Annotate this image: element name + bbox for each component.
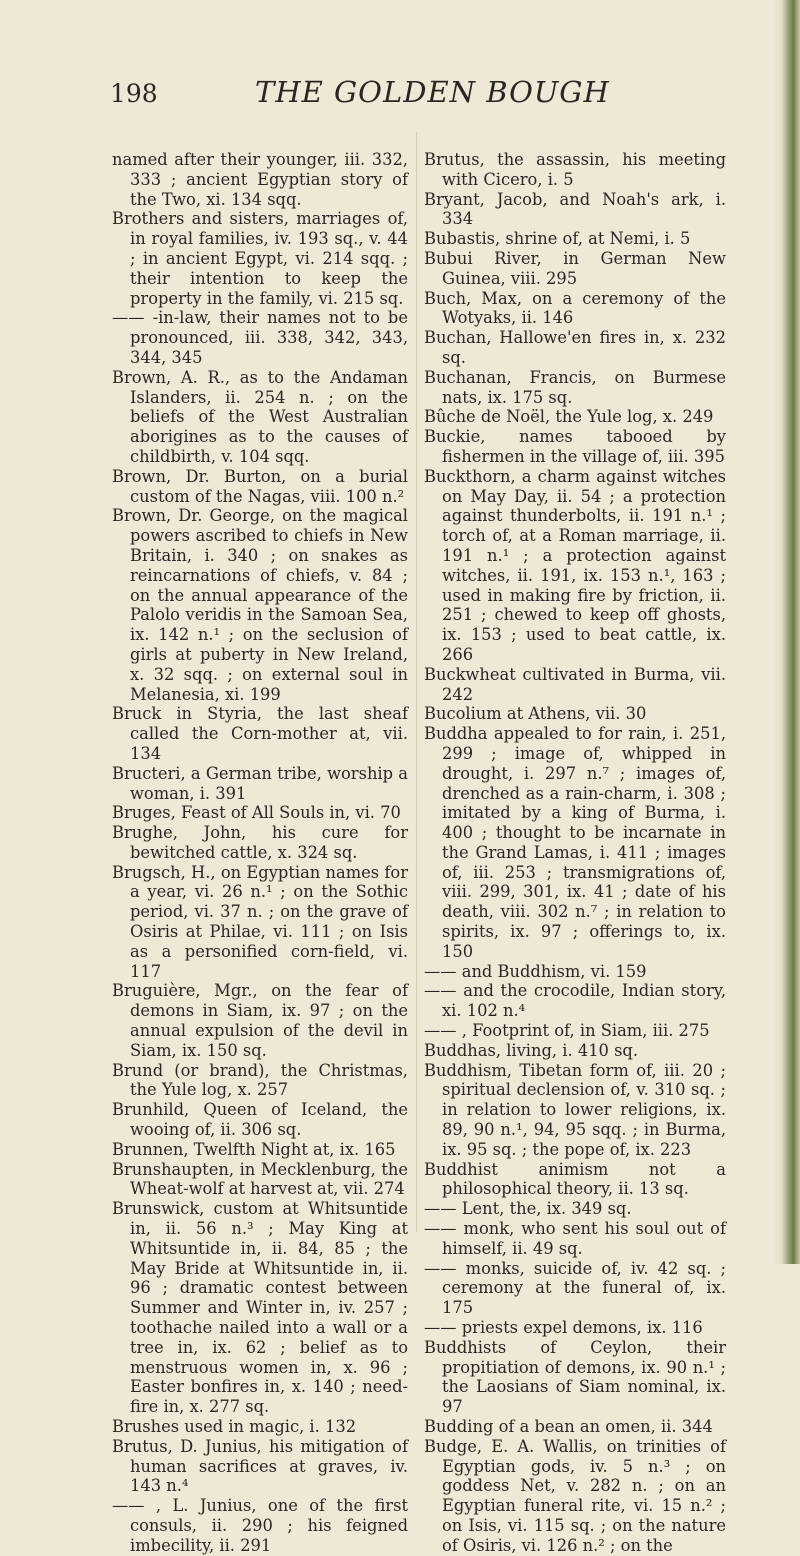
index-entry: Brugsch, H., on Egyptian names for a year, vi. 26 n.¹ ; on the Sothic period, vi. 37 n. ; on the grave of Osiris at Philae, vi. 111 ; on Isis as a personified corn-field, vi. 117: [112, 862, 408, 981]
index-entry: Brunshaupten, in Mecklenburg, the Wheat-wolf at harvest at, vii. 274: [112, 1159, 408, 1199]
index-entry: —— priests expel demons, ix. 116: [424, 1318, 703, 1338]
index-entry: —— , Footprint of, in Siam, iii. 275: [424, 1021, 710, 1041]
index-entry: Brughe, John, his cure for bewitched cattle, x. 324 sq.: [112, 823, 408, 862]
index-entry: —— , L. Junius, one of the first consuls, ii. 290 ; his feigned imbecility, ii. 291: [112, 1496, 408, 1555]
index-column-right: [424, 150, 726, 1556]
index-entry: Bructeri, a German tribe, worship a woman, i. 391: [112, 763, 408, 803]
index-column-left: [112, 150, 408, 1556]
index-entry: Bruck in Styria, the last sheaf called the Corn-mother at, vii. 134: [112, 704, 408, 763]
index-entry: Bruguière, Mgr., on the fear of demons in Siam, ix. 97 ; on the annual expulsion of the devil in Siam, ix. 150 sq.: [112, 981, 408, 1060]
index-entry: Buddhism, Tibetan form of, iii. 20 ; spiritual declension of, v. 310 sq. ; in relation to lower religions, ix. 89, 90 n.¹, 94, 95 sqq. ; in Burma, ix. 95 sq. ; the pope of, ix. 223: [424, 1060, 726, 1159]
index-entry: Bucolium at Athens, vii. 30: [424, 704, 647, 724]
index-entry: Budge, E. A. Wallis, on trinities of Egyptian gods, iv. 5 n.³ ; on goddess Net, v. 282 n. ; on an Egyptian funeral rite, vi. 15 n.² ; on Isis, vi. 115 sq. ; on the nature of Osiris, vi. 126 n.² ; on the: [424, 1436, 726, 1555]
index-entry: Brunnen, Twelfth Night at, ix. 165: [112, 1139, 396, 1159]
index-entry: Buddhas, living, i. 410 sq.: [424, 1040, 639, 1060]
index-entry: Brothers and sisters, marriages of, in royal families, iv. 193 sq., v. 44 ; in ancient Egypt, vi. 214 sqq. ; their intention to keep the property in the family, vi. 215 sq.: [112, 209, 408, 308]
page-edge: [774, 0, 800, 1264]
index-entry: Buchanan, Francis, on Burmese nats, ix. 175 sq.: [424, 367, 726, 407]
column-divider: [416, 132, 417, 1232]
index-entry: Bruges, Feast of All Souls in, vi. 70: [112, 803, 401, 823]
index-entry: —— monk, who sent his soul out of himself, ii. 49 sq.: [424, 1219, 726, 1258]
index-entry: named after their younger, iii. 332, 333 ; ancient Egyptian story of the Two, xi. 134 sqq.: [112, 150, 408, 209]
index-entry: —— and Buddhism, vi. 159: [424, 961, 647, 981]
index-entry: Brunswick, custom at Whitsuntide in, ii. 56 n.³ ; May King at Whitsuntide in, ii. 84, 85 ; the May Bride at Whitsuntide in, ii. 96 ; dramatic contest between Summer and Winter in, iv. 257 ; toothache nailed into a wall or a tree in, ix. 62 ; belief as to menstruous women in, x. 96 ; Easter bonfires in, x. 140 ; need-fire in, x. 277 sq.: [112, 1199, 408, 1417]
index-entry: Brown, Dr. George, on the magical powers ascribed to chiefs in New Britain, i. 340 ; on snakes as reincarnations of chiefs, v. 84 ; on the annual appearance of the Palolo veridis in the Samoan Sea, ix. 142 n.¹ ; on the seclusion of girls at puberty in New Ireland, x. 32 sqq. ; on external soul in Melanesia, xi. 199: [112, 506, 408, 704]
index-entry: Bûche de Noël, the Yule log, x. 249: [424, 407, 714, 427]
running-title: THE GOLDEN BOUGH: [255, 75, 610, 109]
index-entry: Bryant, Jacob, and Noah's ark, i. 334: [424, 189, 726, 229]
index-entry: Buckthorn, a charm against witches on May Day, ii. 54 ; a protection against thunderbolts, ii. 191 n.¹ ; torch of, at a Roman marriage, ii. 191 n.¹ ; a protection against witches, ii. 191, ix. 153 n.¹, 163 ; used in making fire by friction, ii. 251 ; chewed to keep off ghosts, ix. 153 ; used to beat cattle, ix. 266: [424, 466, 726, 664]
index-entry: Budding of a bean an omen, ii. 344: [424, 1417, 713, 1436]
index-entry: —— Lent, the, ix. 349 sq.: [424, 1199, 632, 1219]
index-entry: —— -in-law, their names not to be pronounced, iii. 338, 342, 343, 344, 345: [112, 308, 408, 367]
index-entry: Buchan, Hallowe'en fires in, x. 232 sq.: [424, 328, 726, 367]
index-entry: Bubui River, in German New Guinea, viii. 295: [424, 248, 726, 288]
index-entry: Brund (or brand), the Christmas, the Yule log, x. 257: [112, 1060, 408, 1100]
index-entry: Buckie, names tabooed by fishermen in the village of, iii. 395: [424, 427, 726, 466]
index-entry: Brunhild, Queen of Iceland, the wooing of, ii. 306 sq.: [112, 1100, 408, 1140]
index-entry: Buddhist animism not a philosophical theory, ii. 13 sq.: [424, 1159, 726, 1199]
index-entry: —— monks, suicide of, iv. 42 sq. ; ceremony at the funeral of, ix. 175: [424, 1258, 726, 1318]
index-entry: Brown, A. R., as to the Andaman Islanders, ii. 254 n. ; on the beliefs of the West Australian aborigines as to the causes of childbirth, v. 104 sqq.: [112, 367, 408, 466]
index-entry: Buckwheat cultivated in Burma, vii. 242: [424, 664, 726, 704]
index-entry: Buddha appealed to for rain, i. 251, 299 ; image of, whipped in drought, i. 297 n.⁷ ; images of, drenched as a rain-charm, i. 308 ; imitated by a king of Burma, i. 400 ; thought to be incarnate in the Grand Lamas, i. 411 ; images of, iii. 253 ; transmigrations of, viii. 299, 301, ix. 41 ; date of his death, viii. 302 n.⁷ ; in relation to spirits, ix. 97 ; offerings to, ix. 150: [424, 724, 726, 961]
index-entry: —— and the crocodile, Indian story, xi. 102 n.⁴: [424, 981, 726, 1021]
page-header: [110, 75, 730, 115]
index-entry: Brutus, the assassin, his meeting with Cicero, i. 5: [424, 150, 726, 189]
index-entry: Brushes used in magic, i. 132: [112, 1417, 357, 1436]
index-entry: Bubastis, shrine of, at Nemi, i. 5: [424, 229, 691, 249]
index-entry: Buch, Max, on a ceremony of the Wotyaks, ii. 146: [424, 288, 726, 328]
index-entry: Buddhists of Ceylon, their propitiation of demons, ix. 90 n.¹ ; the Laosians of Siam nominal, ix. 97: [424, 1337, 726, 1417]
index-entry: Brown, Dr. Burton, on a burial custom of the Nagas, viii. 100 n.²: [112, 466, 408, 506]
page-number: 198: [110, 79, 158, 108]
index-entry: Brutus, D. Junius, his mitigation of human sacrifices at graves, iv. 143 n.⁴: [112, 1436, 408, 1496]
